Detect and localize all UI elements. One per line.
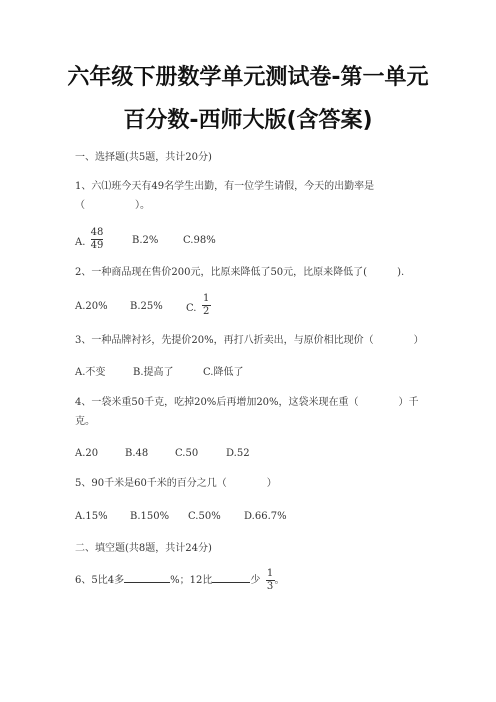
question-2-options xyxy=(75,293,475,318)
page-title-line2: 百分数-西师大版(含答案) xyxy=(123,108,373,133)
option-c-label: C. xyxy=(186,303,197,314)
question-6-part4: 。 xyxy=(274,575,285,586)
question-1-text: 1、六⑴班今天有49名学生出勤，有一位学生请假，今天的出勤率是 xyxy=(75,181,375,192)
answer-blank xyxy=(212,572,250,583)
fraction-denominator: 3 xyxy=(266,581,274,592)
fraction-numerator: 1 xyxy=(202,293,210,304)
option-b: B.48 xyxy=(125,448,149,459)
fraction xyxy=(91,228,104,251)
option-c: C.50% xyxy=(188,511,221,522)
question-1-options xyxy=(75,229,475,251)
question-6-part3: 少 xyxy=(250,575,261,586)
page-title-line1: 六年级下册数学单元测试卷-第一单元 xyxy=(67,65,429,90)
question-5-options xyxy=(75,510,475,524)
option-a: A.不变 xyxy=(75,367,106,378)
question-3-options xyxy=(75,366,475,380)
option-b: B.150% xyxy=(130,511,170,522)
section-heading-choice: 一、选择题(共5题，共计20分) xyxy=(75,152,212,163)
option-a: A.20 xyxy=(75,448,99,459)
option-d: D.66.7% xyxy=(244,511,287,522)
option-c: C.50 xyxy=(175,448,199,459)
question-3-text: 3、一种品牌衬衫，先提价20%，再打八折卖出，与原价相比现价（ ） xyxy=(75,335,424,346)
section-heading-fill: 二、填空题(共8题，共计24分) xyxy=(75,543,212,554)
question-1-blank: （ ）。 xyxy=(75,200,150,211)
fraction xyxy=(266,569,275,592)
question-4-text-cont: 克。 xyxy=(75,416,95,427)
option-b: B.25% xyxy=(130,301,163,312)
option-b: B.提高了 xyxy=(133,367,174,378)
fraction-numerator: 1 xyxy=(266,568,274,579)
option-c xyxy=(186,293,211,317)
option-a-label: A. xyxy=(75,237,86,248)
question-5-text: 5、90千米是60千米的百分之几（ ） xyxy=(75,478,277,489)
question-6-part2: %；12比 xyxy=(170,575,213,586)
fraction xyxy=(202,294,211,317)
option-a: A.15% xyxy=(75,511,108,522)
question-4-text: 4、一袋米重50千克，吃掉20%后再增加20%，这袋米现在重（ ）千 xyxy=(75,397,419,408)
fraction-numerator: 48 xyxy=(90,227,104,238)
question-6 xyxy=(75,568,285,594)
fraction-denominator: 2 xyxy=(202,306,210,317)
fraction-denominator: 49 xyxy=(90,240,104,251)
question-6-part1: 6、5比4多 xyxy=(75,575,125,586)
option-c: C.降低了 xyxy=(203,367,244,378)
option-c: C.98% xyxy=(183,235,216,246)
question-2-text: 2、一种商品现在售价200元，比原来降低了50元，比原来降低了( ). xyxy=(75,267,405,278)
option-a: A.20% xyxy=(75,301,108,312)
option-a xyxy=(75,227,104,251)
option-d: D.52 xyxy=(226,448,250,459)
question-4-options xyxy=(75,447,475,461)
option-b: B.2% xyxy=(132,235,159,246)
answer-blank xyxy=(124,572,170,583)
